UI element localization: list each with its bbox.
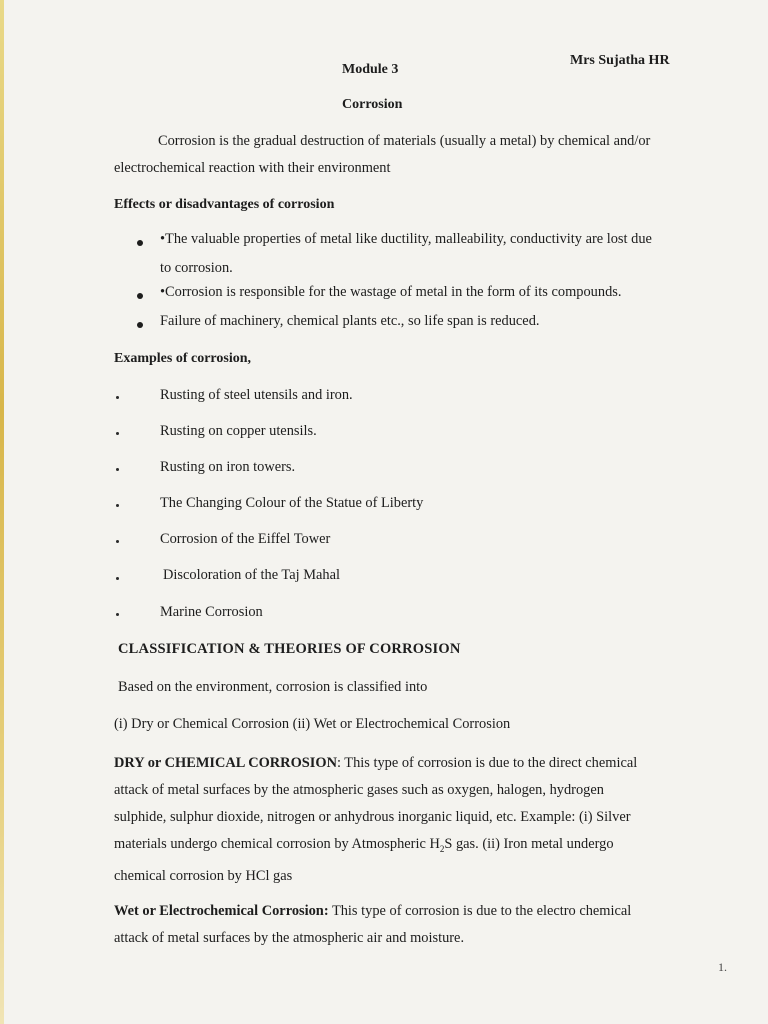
author-name: Mrs Sujatha HR	[570, 53, 670, 68]
bullet-dot	[116, 468, 119, 471]
dry-line-1: : This type of corrosion is due to the direct chemical	[336, 755, 638, 771]
classification-heading: CLASSIFICATION & THEORIES OF CORROSION	[118, 641, 461, 657]
effects-item-1-line-2: to corrosion.	[160, 260, 233, 276]
bullet-dot	[116, 577, 119, 580]
effects-item-1-line-1: •The valuable properties of metal like ductility, malleability, conductivity are lost due	[160, 231, 652, 247]
page-number-mark: 1.	[718, 960, 727, 974]
module-label: Module 3	[342, 62, 399, 77]
effects-heading: Effects or disadvantages of corrosion	[114, 197, 335, 212]
bullet-dot	[116, 613, 119, 616]
bullet-dot	[116, 432, 119, 435]
example-item: Rusting on iron towers.	[160, 459, 296, 475]
bullet-dot	[137, 322, 143, 328]
dry-line-2: attack of metal surfaces by the atmospheric gases such as oxygen, halogen, hydrogen	[114, 782, 604, 798]
bullet-dot	[116, 540, 119, 543]
example-item: Corrosion of the Eiffel Tower	[160, 531, 331, 547]
wet-corrosion-paragraph	[114, 898, 694, 952]
example-item: The Changing Colour of the Statue of Liberty	[160, 495, 424, 511]
wet-line-1: This type of corrosion is due to the electro chemical	[328, 903, 632, 919]
dry-line-4b: S gas. (ii) Iron metal undergo	[444, 836, 614, 852]
bullet-dot	[137, 293, 143, 299]
dry-line-4a: materials undergo chemical corrosion by Atmospheric H	[114, 836, 440, 852]
dry-corrosion-term: DRY or CHEMICAL CORROSION	[114, 755, 337, 771]
example-item: Marine Corrosion	[160, 604, 263, 620]
intro-line-1: Corrosion is the gradual destruction of materials (usually a metal) by chemical and/or	[158, 133, 651, 149]
dry-line-4-subscript: 2	[439, 843, 445, 854]
classification-line-2: (i) Dry or Chemical Corrosion (ii) Wet or Electrochemical Corrosion	[114, 716, 511, 732]
examples-heading: Examples of corrosion,	[114, 351, 252, 366]
bullet-dot	[137, 240, 143, 246]
page-title: Corrosion	[342, 97, 403, 112]
wet-line-2: attack of metal surfaces by the atmospheric air and moisture.	[114, 930, 465, 946]
bullet-dot	[116, 396, 119, 399]
effects-item-2: •Corrosion is responsible for the wastage of metal in the form of its compounds.	[160, 284, 622, 300]
effects-item-3: Failure of machinery, chemical plants etc., so life span is reduced.	[160, 313, 540, 329]
wet-corrosion-term: Wet or Electrochemical Corrosion:	[114, 903, 329, 919]
example-item: Discoloration of the Taj Mahal	[163, 567, 340, 583]
bullet-dot	[116, 504, 119, 507]
dry-line-5: chemical corrosion by HCl gas	[114, 867, 293, 884]
dry-corrosion-paragraph	[114, 750, 694, 890]
dry-line-3: sulphide, sulphur dioxide, nitrogen or anhydrous inorganic liquid, etc. Example: (i) Silver	[114, 809, 631, 825]
example-item: Rusting of steel utensils and iron.	[160, 387, 353, 403]
classification-line-1: Based on the environment, corrosion is classified into	[118, 679, 428, 695]
scan-edge	[0, 0, 4, 1024]
intro-line-2: electrochemical reaction with their environment	[114, 160, 391, 176]
example-item: Rusting on copper utensils.	[160, 423, 317, 439]
